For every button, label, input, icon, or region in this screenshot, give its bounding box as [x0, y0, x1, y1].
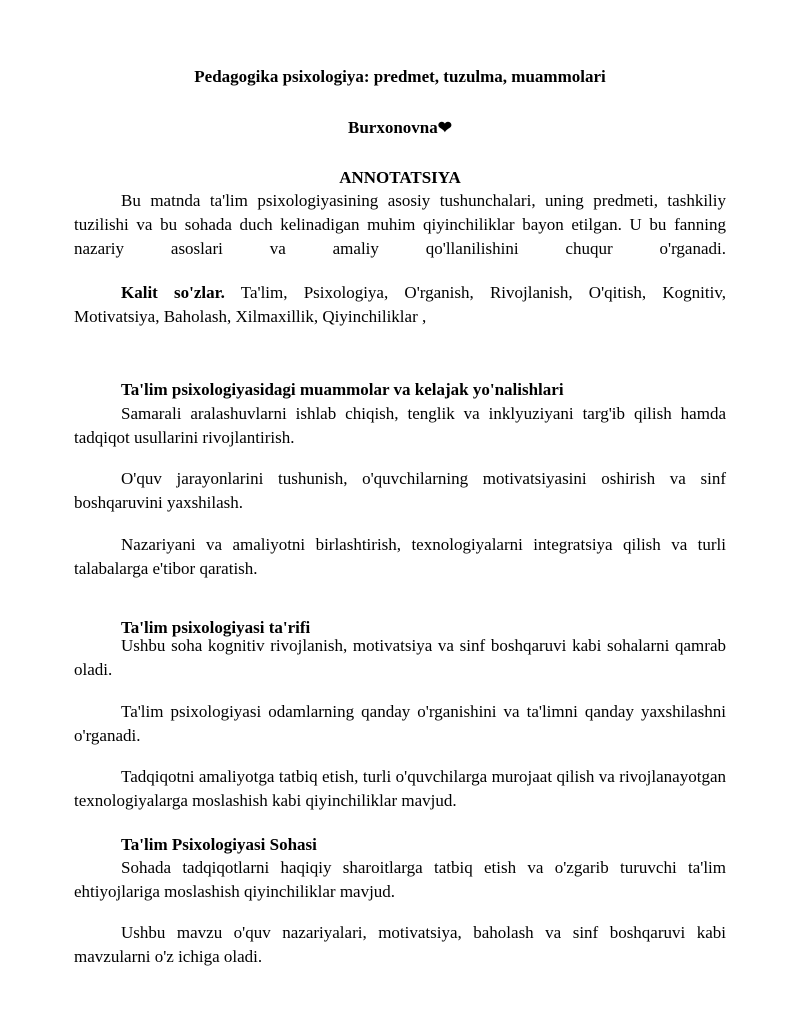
keywords-label: Kalit so'zlar.	[121, 283, 225, 302]
section-paragraph: Sohada tadqiqotlarni haqiqiy sharoitlarga tatbiq etish va o'zgarib turuvchi ta'lim ehtiyojlariga moslashish qiyinchiliklar mavjud.	[74, 858, 726, 901]
keywords-list: Ta'lim, Psixologiya, O'rganish, Rivojlanish, O'qitish, Kognitiv, Motivatsiya, Baholash, Xilmaxillik, Qiyinchiliklar ,	[74, 283, 726, 326]
section-heading: Ta'lim psixologiyasidagi muammolar va kelajak yo'nalishlari	[121, 380, 564, 399]
annotation-heading: ANNOTATSIYA	[339, 168, 461, 187]
section-paragraph: O'quv jarayonlarini tushunish, o'quvchilarning motivatsiyasini oshirish va sinf boshqaruvini yaxshilash.	[74, 469, 726, 512]
section-paragraph: Ushbu mavzu o'quv nazariyalari, motivatsiya, baholash va sinf boshqaruvi kabi mavzularni o'z ichiga oladi.	[74, 923, 726, 966]
section-paragraph: Samarali aralashuvlarni ishlab chiqish, tenglik va inklyuziyani targ'ib qilish hamda tadqiqot usullarini rivojlantirish.	[74, 404, 726, 447]
section-paragraph: Nazariyani va amaliyotni birlashtirish, texnologiyalarni integratsiya qilish va turli talabalarga e'tibor qaratish.	[74, 535, 726, 578]
keywords-paragraph	[74, 281, 726, 329]
annotation-paragraph: Bu matnda ta'lim psixologiyasining asosiy tushunchalari, uning predmeti, tashkiliy tuzilishi va bu sohada duch kelinadigan muhim qiyinchiliklar bayon etilgan. U bu fanning nazariy asoslari va amaliy qo'llanilishini chuqur o'rganadi.	[74, 191, 726, 258]
section-paragraph: Ta'lim psixologiyasi odamlarning qanday o'rganishini va ta'limni qanday yaxshilashni o'rganadi.	[74, 702, 726, 745]
section-heading: Ta'lim Psixologiyasi Sohasi	[121, 835, 317, 854]
section-paragraph: Ushbu soha kognitiv rivojlanish, motivatsiya va sinf boshqaruvi kabi sohalarni qamrab oladi.	[74, 636, 726, 679]
document-title: Pedagogika psixologiya: predmet, tuzulma, muammolari	[194, 67, 606, 86]
section-heading: Ta'lim psixologiyasi ta'rifi	[121, 618, 311, 637]
section-paragraph: Tadqiqotni amaliyotga tatbiq etish, turli o'quvchilarga murojaat qilish va rivojlanayotgan texnologiyalarga moslashish kabi qiyinchiliklar mavjud.	[74, 767, 726, 810]
author-name: Burxonovna❤	[348, 118, 452, 137]
